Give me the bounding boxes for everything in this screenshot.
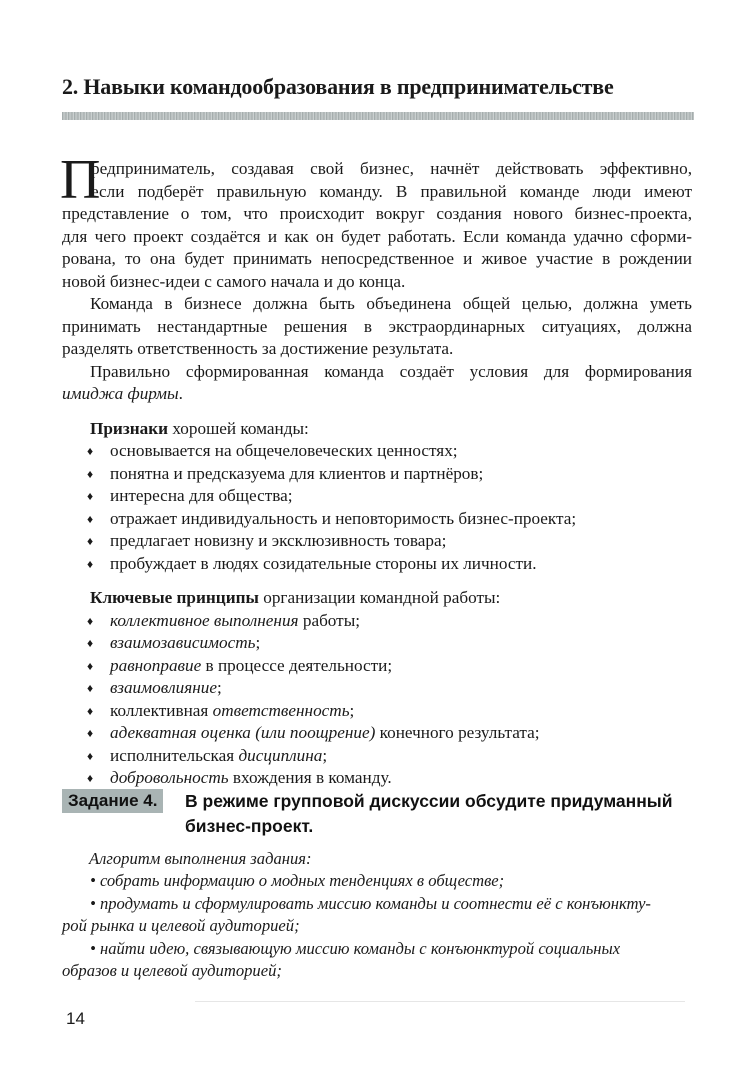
signs-section xyxy=(62,418,692,576)
italic-term: равноправие xyxy=(110,655,202,675)
italic-term: адекватная оценка (или поощрение) xyxy=(110,723,376,742)
algorithm-item: • собрать информацию о модных тенденциях в обществе; xyxy=(90,871,505,891)
list-item xyxy=(62,553,692,576)
list-item-text: вхождения в команду. xyxy=(228,768,392,787)
page-number: 14 xyxy=(66,1009,85,1028)
algorithm-item-continuation: образов и целевой аудиторией; xyxy=(62,961,282,981)
list-item-text: исполнительская xyxy=(110,745,239,765)
list-item-text: интересна для общества; xyxy=(110,486,293,505)
task-line: В режиме групповой дискуссии обсудите придуманный xyxy=(185,791,673,811)
list-item-text: ; xyxy=(349,700,355,720)
diamond-bullet-icon: ♦ xyxy=(87,613,94,628)
intro-line: новой бизнес-идеи с самого начала и до конца. xyxy=(62,271,406,291)
list-item xyxy=(62,632,692,655)
diamond-bullet-icon: ♦ xyxy=(87,726,94,740)
diamond-bullet-icon: ♦ xyxy=(87,534,94,548)
diamond-bullet-icon: ♦ xyxy=(87,556,94,571)
paragraph-line xyxy=(62,383,692,406)
signs-heading-text: хорошей команды: xyxy=(168,418,309,438)
punctuation: . xyxy=(178,384,183,403)
list-item xyxy=(62,745,692,768)
list-item-text: работы; xyxy=(298,610,361,630)
page-title: 2. Навыки командообразования в предпринимательстве xyxy=(62,74,614,99)
list-item xyxy=(62,655,692,678)
italic-term: добровольность xyxy=(110,768,229,787)
paragraph-team-goal xyxy=(62,293,692,361)
intro-line: если подберёт правильную команду. В правильной команде люди имеют xyxy=(91,181,692,201)
list-item xyxy=(62,508,692,531)
list-item-text: ; xyxy=(255,633,261,652)
principles-list xyxy=(62,610,692,790)
list-item xyxy=(62,440,692,463)
diamond-bullet-icon: ♦ xyxy=(87,771,94,785)
list-item xyxy=(62,677,692,700)
list-item xyxy=(62,463,692,486)
task-badge: Задание 4. xyxy=(62,789,163,813)
list-item-text: основывается на общечеловеческих ценностях; xyxy=(110,441,458,460)
list-item-text: отражает индивидуальность и неповторимость бизнес-проекта; xyxy=(110,508,577,528)
italic-term: имиджа фирмы xyxy=(62,384,179,403)
italic-term: взаимовлияние xyxy=(110,678,217,697)
list-item-text: предлагает новизну и эксклюзивность товара; xyxy=(110,531,447,550)
diamond-bullet-icon: ♦ xyxy=(87,489,94,503)
diamond-bullet-icon: ♦ xyxy=(87,511,94,526)
signs-heading xyxy=(62,418,692,441)
italic-term: дисциплина xyxy=(238,745,323,765)
intro-line: рована, то она будет принимать непосредственное и живое участие в рождении xyxy=(62,249,692,268)
task-text xyxy=(185,789,685,839)
list-item-text: ; xyxy=(216,678,222,697)
paragraph-line: Команда в бизнесе должна быть объединена общей целью, должна уметь xyxy=(90,294,692,313)
list-item xyxy=(62,700,692,723)
list-item-text: коллективная xyxy=(110,700,213,720)
italic-term: взаимозависимость xyxy=(110,633,256,652)
paragraph-line: Правильно сформированная команда создаёт условия для формирования xyxy=(90,361,692,381)
list-item xyxy=(62,485,692,508)
list-item xyxy=(62,722,692,745)
principles-heading xyxy=(62,587,692,610)
diamond-bullet-icon: ♦ xyxy=(87,748,94,763)
diamond-bullet-icon: ♦ xyxy=(87,658,94,673)
drop-cap: П xyxy=(60,149,101,211)
list-item xyxy=(62,610,692,633)
diamond-bullet-icon: ♦ xyxy=(87,444,94,458)
diamond-bullet-icon: ♦ xyxy=(87,466,94,481)
intro-line: для чего проект создаётся и как он будет работать. Если команда удачно сформи- xyxy=(62,226,692,246)
diamond-bullet-icon: ♦ xyxy=(87,681,94,695)
diamond-bullet-icon: ♦ xyxy=(87,636,94,650)
diamond-bullet-icon: ♦ xyxy=(87,703,94,718)
paragraph-line: разделять ответственность за достижение результата. xyxy=(62,339,454,358)
paragraph-line: принимать нестандартные решения в экстраординарных ситуациях, должна xyxy=(62,316,692,336)
italic-term: коллективное выполнения xyxy=(110,610,299,630)
paragraph-image xyxy=(62,361,692,406)
italic-term: ответственность xyxy=(212,700,350,720)
list-item-text: конечного результата; xyxy=(375,723,540,742)
principles-section xyxy=(62,587,692,790)
algorithm-item: • найти идею, связывающую миссию команды с конъюнктурой социальных xyxy=(90,938,621,958)
task-line: бизнес-проект. xyxy=(185,816,314,836)
intro-line: редприниматель, создавая свой бизнес, начнёт действовать эффективно, xyxy=(91,159,692,178)
algorithm-item-continuation: рой рынка и целевой аудиторией; xyxy=(62,916,300,936)
intro-paragraph xyxy=(60,149,692,293)
algorithm-heading: Алгоритм выполнения задания: xyxy=(89,849,312,868)
footer-divider xyxy=(195,1001,685,1002)
intro-line: представление о том, что происходит вокруг создания нового бизнес-проекта, xyxy=(62,204,692,223)
list-item-text: пробуждает в людях созидательные стороны их личности. xyxy=(110,553,537,573)
signs-heading-bold: Признаки xyxy=(90,418,169,438)
list-item-text: ; xyxy=(322,745,328,765)
algorithm-item: • продумать и сформулировать миссию команды и соотнести её с конъюнкту- xyxy=(90,893,651,913)
list-item xyxy=(62,530,692,553)
body-text xyxy=(60,149,692,790)
principles-heading-text: организации командной работы: xyxy=(258,588,501,607)
title-divider xyxy=(62,112,694,120)
list-item xyxy=(62,767,692,790)
list-item-text: в процессе деятельности; xyxy=(201,655,393,675)
algorithm-block xyxy=(62,848,692,982)
signs-list xyxy=(62,440,692,575)
principles-heading-bold: Ключевые принципы xyxy=(90,588,259,607)
list-item-text: понятна и предсказуема для клиентов и партнёров; xyxy=(110,463,484,483)
